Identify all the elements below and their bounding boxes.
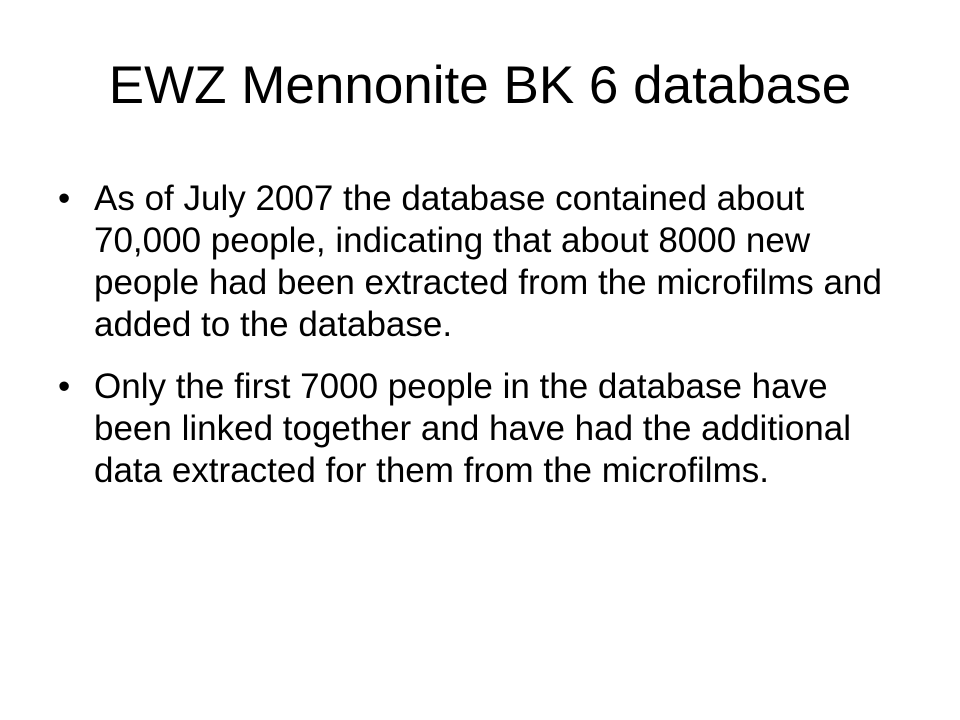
bullet-text: As of July 2007 the database contained about 70,000 people, indicating that about 8000 new people had been extracted from the microfilms and added to the database. xyxy=(94,179,882,344)
bullet-text: Only the first 7000 people in the database have been linked together and have had the additional data extracted for them from the microfilms. xyxy=(94,367,851,490)
bullet-item xyxy=(58,178,908,346)
bullet-item xyxy=(58,366,908,492)
bullet-dot-icon: • xyxy=(58,367,71,406)
bullet-dot-icon: • xyxy=(58,179,71,218)
slide-title: EWZ Mennonite BK 6 database xyxy=(108,56,852,115)
bullet-list xyxy=(58,178,908,512)
